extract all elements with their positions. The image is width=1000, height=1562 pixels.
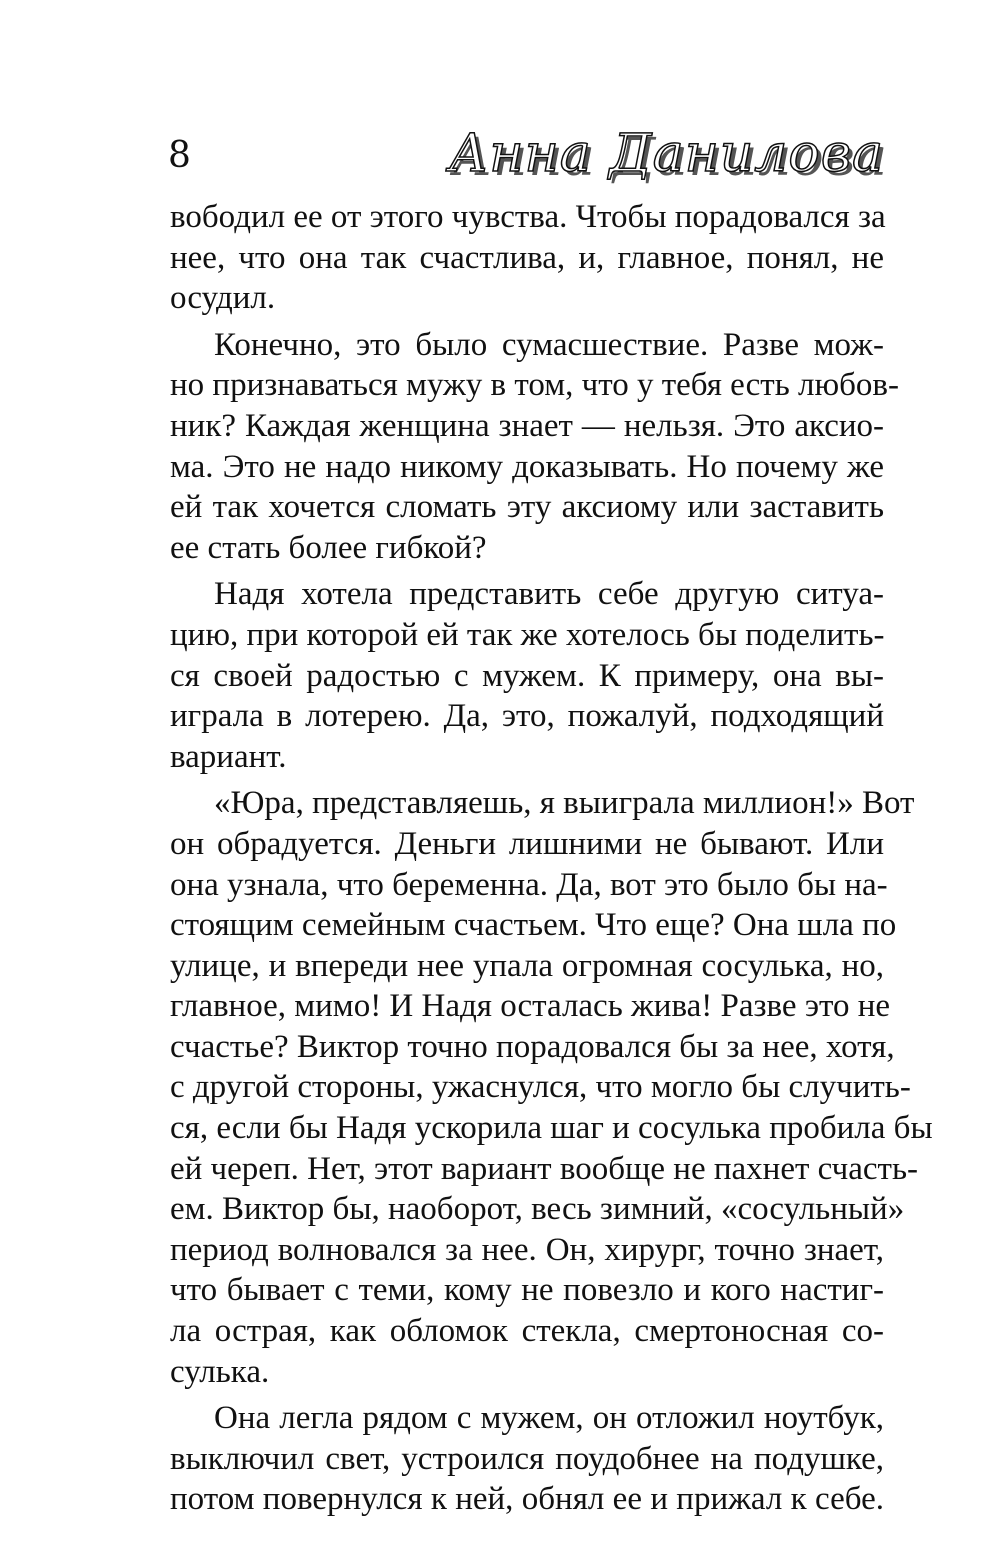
text-line: цию, при которой ей так же хотелось бы поделить-	[170, 616, 885, 653]
text-line: ее стать более гибкой?	[170, 529, 487, 566]
text-line: ма. Это не надо никому доказывать. Но почему же	[170, 448, 884, 485]
text-line: ла острая, как обломок стекла, смертоносная со-	[170, 1313, 884, 1350]
paragraph	[170, 574, 884, 777]
text-line: Надя хотела представить себе другую ситуа-	[214, 576, 884, 613]
text-line: ей так хочется сломать эту аксиому или заставить	[170, 489, 884, 526]
text-line: ся своей радостью с мужем. К примеру, она вы-	[170, 657, 884, 694]
text-line: но признаваться мужу в том, что у тебя есть любов-	[170, 367, 899, 404]
text-line: ем. Виктор бы, наоборот, весь зимний, «сосульный»	[170, 1191, 905, 1228]
text-line: потом повернулся к ней, обнял ее и прижал к себе.	[170, 1481, 884, 1518]
text-line: она узнала, что беременна. Да, вот это было бы на-	[170, 866, 888, 903]
paragraph	[170, 197, 884, 319]
paragraph	[170, 1398, 884, 1520]
text-line: вободил ее от этого чувства. Чтобы порадовался за	[170, 199, 886, 235]
page-text	[170, 197, 933, 1526]
text-line: вариант.	[170, 738, 287, 775]
running-header-author: Анна Данилова	[448, 124, 884, 184]
text-line: «Юра, представляешь, я выиграла миллион!» Вот	[214, 785, 915, 822]
text-line: играла в лотерею. Да, это, пожалуй, подходящий	[170, 698, 884, 735]
paragraph	[170, 325, 899, 569]
page-number: 8	[168, 135, 191, 176]
text-line: нее, что она так счастлива, и, главное, понял, не	[170, 239, 884, 276]
text-line: стоящим семейным счастьем. Что еще? Она шла по	[170, 907, 897, 944]
text-line: он обрадуется. Деньги лишними не бывают. Или	[170, 825, 884, 862]
text-line: Она легла рядом с мужем, он отложил ноутбук,	[214, 1400, 884, 1437]
text-line: выключил свет, устроился поудобнее на подушке,	[170, 1440, 884, 1477]
text-line: сулька.	[170, 1353, 270, 1390]
text-line: ся, если бы Надя ускорила шаг и сосулька пробила бы	[170, 1110, 933, 1147]
text-line: с другой стороны, ужаснулся, что могло бы случить-	[170, 1069, 911, 1106]
paragraph	[170, 783, 933, 1392]
text-line: Конечно, это было сумасшествие. Разве мож-	[214, 326, 884, 363]
text-line: главное, мимо! И Надя осталась жива! Разве это не	[170, 988, 891, 1025]
text-line: что бывает с теми, кому не повезло и кого настиг-	[170, 1272, 884, 1309]
text-line: период волновался за нее. Он, хирург, точно знает,	[170, 1231, 884, 1268]
text-line: счастье? Виктор точно порадовался бы за нее, хотя,	[170, 1028, 895, 1065]
text-line: улице, и впереди нее упала огромная сосулька, но,	[170, 947, 884, 984]
text-line: ник? Каждая женщина знает — нельзя. Это аксио-	[170, 407, 884, 444]
text-line: ей череп. Нет, этот вариант вообще не пахнет счасть-	[170, 1150, 918, 1187]
text-line: осудил.	[170, 280, 276, 317]
